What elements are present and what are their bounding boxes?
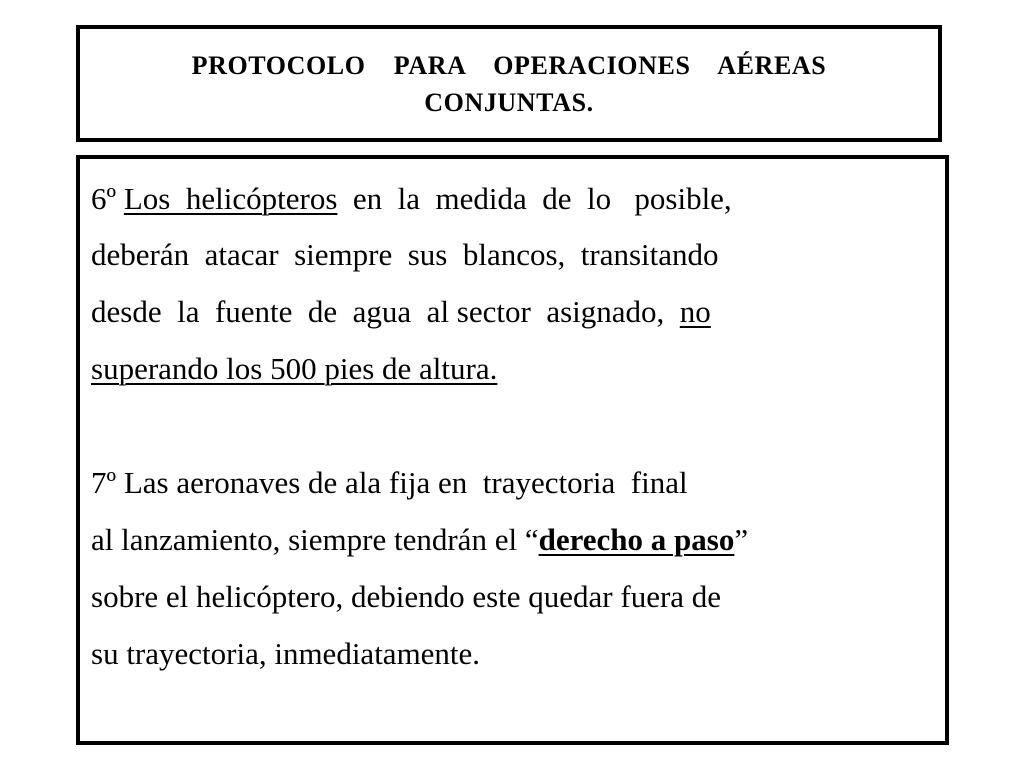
item-7-line-4: su trayectoria, inmediatamente.	[91, 636, 481, 671]
slide-title-line-2: CONJUNTAS.	[424, 87, 594, 117]
item-6-line-2: deberán atacar siempre sus blancos, transitando	[91, 237, 719, 272]
content-box	[76, 155, 949, 745]
item-6-line-1	[91, 180, 732, 218]
item-6-underlined-subject: Los helicópteros	[123, 181, 338, 216]
item-6-line-3-start: desde la fuente de agua al sector asignado,	[91, 294, 680, 329]
item-6-number: 6º	[91, 181, 117, 216]
item-6-line-1-rest: en la medida de lo posible,	[337, 181, 732, 216]
item-7-line-2-end: ”	[734, 522, 749, 557]
item-6-underlined-no: no	[679, 294, 711, 329]
item-7-right-of-way: derecho a paso	[538, 522, 735, 557]
item-7-line-2	[91, 521, 748, 559]
item-7-line-1: 7º Las aeronaves de ala fija en trayectoria final	[91, 465, 688, 500]
title-box	[76, 25, 942, 142]
slide-title-line-1: PROTOCOLO PARA OPERACIONES AÉREAS	[191, 50, 827, 80]
item-6-underlined-altitude: superando los 500 pies de altura.	[91, 351, 498, 386]
item-6-line-4	[91, 350, 497, 388]
item-7-line-2-start: al lanzamiento, siempre tendrán el “	[91, 522, 539, 557]
item-7-line-3: sobre el helicóptero, debiendo este quedar fuera de	[91, 579, 722, 614]
item-6-line-3	[91, 293, 711, 331]
